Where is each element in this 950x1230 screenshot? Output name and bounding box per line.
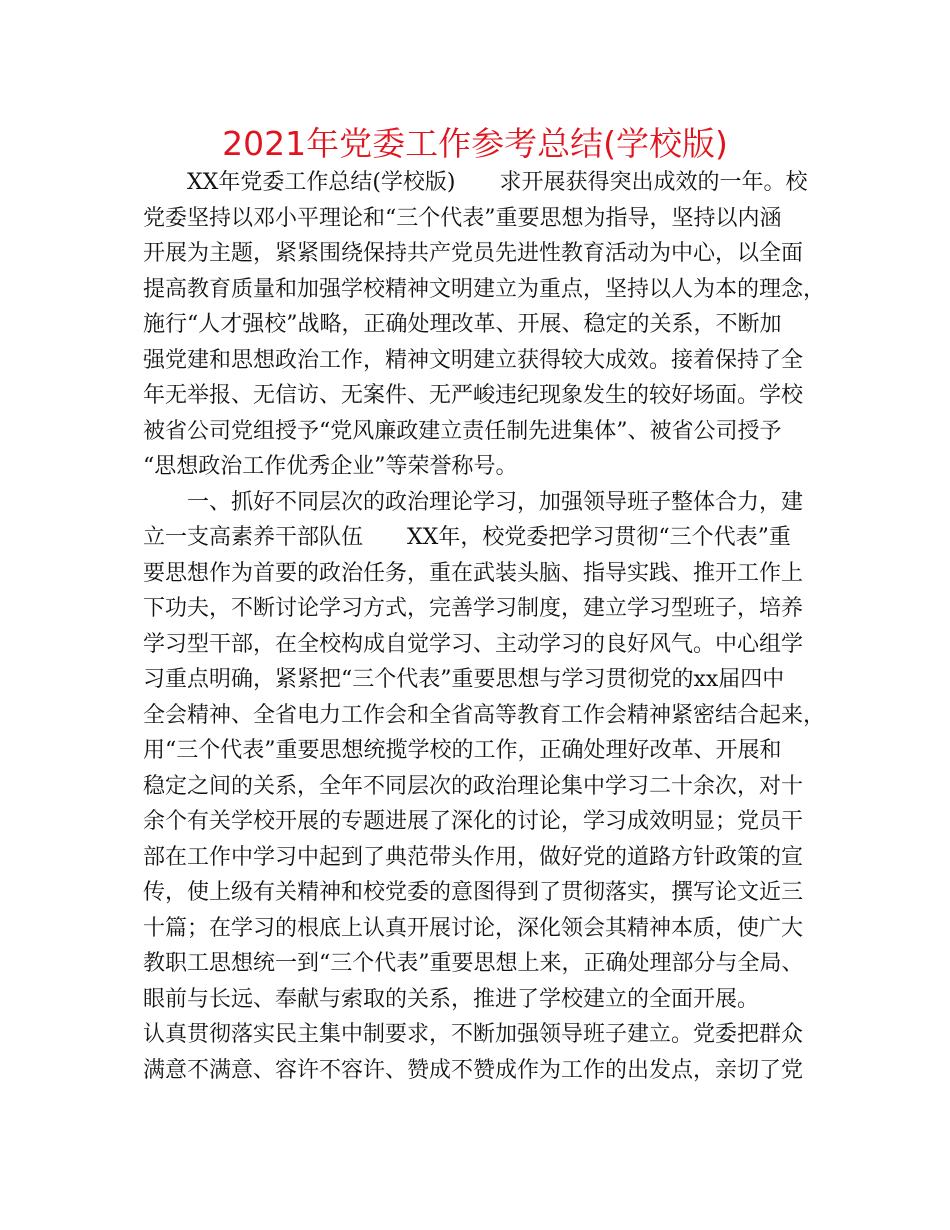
section-heading: XX年党委工作总结(学校版) <box>187 170 456 195</box>
text-line: 习重点明确，紧紧把“三个代表”重要思想与学习贯彻党的xx届四中 <box>143 667 785 692</box>
text-line: 眼前与长远、奉献与索取的关系，推进了学校建立的全面开展。 <box>143 986 760 1012</box>
text-line: 传，使上级有关精神和校党委的意图得到了贯彻落实，撰写论文近三 <box>143 880 804 905</box>
text-line <box>143 520 833 556</box>
document-title: 2021年党委工作参考总结(学校版) <box>222 124 728 163</box>
text-line: 被省公司党组授予“党风廉政建立责任制先进集体”、被省公司授予 <box>143 418 782 444</box>
text-line: 用“三个代表”重要思想统揽学校的工作，正确处理好改革、开展和 <box>143 738 782 763</box>
text-line: 教职工思想统一到“三个代表”重要思想上来，正确处理部分与全局、 <box>143 951 804 976</box>
document-body <box>143 165 833 1088</box>
text-line: 学习型干部，在全校构成自觉学习、主动学习的良好风气。中心组学 <box>143 631 804 657</box>
text-line: 强党建和思想政治工作，精神文明建立获得较大成效。接着保持了全 <box>143 347 804 373</box>
text-line: 十篇；在学习的根底上认真开展讨论，深化领会其精神本质，使广大 <box>143 915 804 941</box>
text-line: 稳定之间的关系，全年不同层次的政治理论集中学习二十余次，对十 <box>143 773 804 799</box>
text-fragment: XX年，校党委把学习贯彻“三个代表”重 <box>407 525 791 550</box>
text-line: 党委坚持以邓小平理论和“三个代表”重要思想为指导，坚持以内涵 <box>143 205 782 231</box>
text-line: 满意不满意、容许不容许、赞成不赞成作为工作的出发点，亲切了党 <box>143 1057 804 1083</box>
text-line: 提高教育质量和加强学校精神文明建立为重点，坚持以人为本的理念， <box>143 276 826 302</box>
text-line: 余个有关学校开展的专题进展了深化的讨论，学习成效明显；党员干 <box>143 809 804 834</box>
text-line: 部在工作中学习中起到了典范带头作用，做好党的道路方针政策的宣 <box>143 844 804 870</box>
text-line <box>143 165 833 201</box>
text-line: 一、抓好不同层次的政治理论学习，加强领导班子整体合力，建 <box>187 489 804 515</box>
text-fragment: 求开展获得突出成效的一年。校 <box>499 170 808 195</box>
text-line: 认真贯彻落实民主集中制要求，不断加强领导班子建立。党委把群众 <box>143 1022 804 1047</box>
text-line: “思想政治工作优秀企业”等荣誉称号。 <box>143 454 518 479</box>
text-line: 下功夫，不断讨论学习方式，完善学习制度，建立学习型班子，培养 <box>143 596 804 621</box>
text-line: 全会精神、全省电力工作会和全省高等教育工作会精神紧密结合起来， <box>143 702 826 728</box>
text-line: 年无举报、无信访、无案件、无严峻违纪现象发生的较好场面。学校 <box>143 383 804 408</box>
section-heading: 立一支高素养干部队伍 <box>143 525 364 550</box>
text-line: 要思想作为首要的政治任务，重在武装头脑、指导实践、推开工作上 <box>143 560 804 586</box>
text-line: 开展为主题，紧紧围绕保持共产党员先进性教育活动为中心，以全面 <box>143 241 804 266</box>
text-line: 施行“人才强校”战略，正确处理改革、开展、稳定的关系，不断加 <box>143 312 782 337</box>
